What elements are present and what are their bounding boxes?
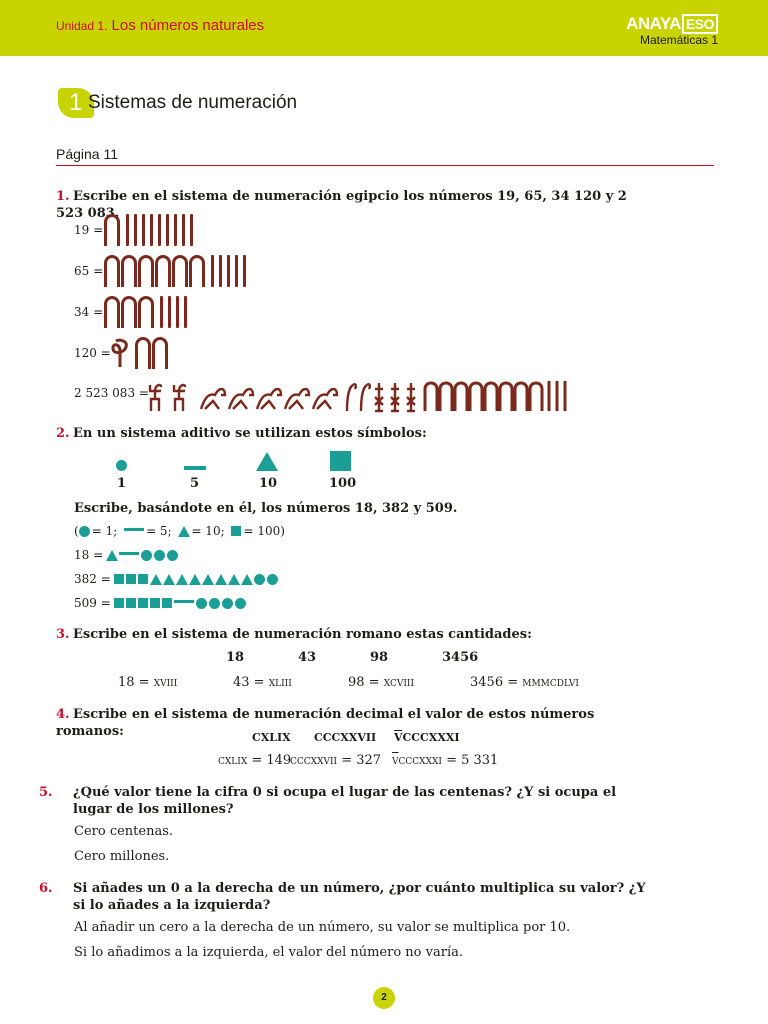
square-symbol-icon: [330, 451, 351, 471]
question-1: 1. Escribe en el sistema de numeración egipcio los números 19, 65, 34 120 y 2 523 083.: [56, 189, 627, 221]
egyptian-65: [104, 255, 251, 291]
answer-5a: Cero centenas.: [74, 824, 174, 839]
divider: [56, 165, 714, 166]
question-3: 3. Escribe en el sistema de numeración romano estas cantidades:: [56, 627, 532, 642]
answer-6b: Si lo añadimos a la izquierda, el valor del número no varía.: [74, 945, 463, 960]
question-2-instruction: Escribe, basándote en él, los números 18, 382 y 509.: [74, 501, 458, 516]
egypt-label-34: 34 =: [74, 305, 104, 319]
egyptian-34: [104, 296, 192, 332]
roman-target-3456: 3456: [442, 650, 479, 665]
question-6: 6. Si añades un 0 a la derecha de un número, ¿por cuánto multiplica su valor? ¿Y si lo añades a la izquierda?: [39, 881, 646, 913]
roman-numeral-1: CXLIX: [252, 731, 291, 744]
triangle-icon: [178, 526, 190, 537]
roman-answer-98: 98 = xcviii: [348, 675, 414, 690]
roman-target-18: 18: [226, 650, 245, 665]
square-icon: [231, 526, 241, 536]
question-5: 5. ¿Qué valor tiene la cifra 0 si ocupa el lugar de las centenas? ¿Y si ocupa el lugar de los millones?: [39, 785, 617, 817]
egypt-label-65: 65 =: [74, 264, 104, 278]
roman-answer-43: 43 = xliii: [233, 675, 292, 690]
egypt-label-19: 19 =: [74, 223, 104, 237]
triangle-symbol-icon: [256, 452, 278, 471]
question-4: 4. Escribe en el sistema de numeración decimal el valor de estos números romanos:: [56, 707, 595, 739]
egyptian-120: [110, 337, 169, 373]
additive-509: 509 =: [74, 595, 248, 611]
symbol-value-100: 100: [329, 476, 357, 491]
answer-6a: Al añadir un cero a la derecha de un número, su valor se multiplica por 10.: [74, 920, 571, 935]
decimal-answer-2: cccxxvii = 327: [290, 753, 382, 768]
publisher-logo: ANAYA ESO: [626, 14, 718, 34]
subject-label: Matemáticas 1: [639, 33, 718, 47]
god-heh-icon: [149, 385, 161, 411]
section-title: Sistemas de numeración: [88, 92, 298, 113]
bar-symbol-icon: [184, 466, 206, 470]
roman-target-43: 43: [298, 650, 317, 665]
egyptian-glyph-strip: [147, 377, 617, 413]
decimal-answer-1: cxlix = 149: [218, 753, 292, 768]
symbol-legend: ( = 1; = 5; = 10; = 100): [74, 524, 285, 538]
coil-rope-icon: [110, 337, 130, 369]
circle-icon: [79, 526, 90, 537]
decimal-answer-3: $\overline{v}cccxxxi = 5$ 331: [392, 753, 499, 768]
egyptian-2523083: [147, 377, 617, 413]
symbol-value-5: 5: [190, 476, 200, 491]
egypt-label-2523083: 2 523 083 =: [74, 386, 149, 400]
roman-numeral-2: CCCXXVII: [314, 731, 377, 744]
egyptian-19: [104, 214, 198, 250]
page-header: [0, 0, 768, 56]
symbol-value-10: 10: [259, 476, 278, 491]
answer-5b: Cero millones.: [74, 849, 170, 864]
section-number: 1: [58, 88, 94, 118]
question-2: 2. En un sistema aditivo se utilizan estos símbolos:: [56, 426, 427, 441]
roman-numeral-3: VCCCXXXI: [394, 731, 460, 744]
circle-symbol-icon: [116, 460, 127, 471]
symbol-value-1: 1: [117, 476, 127, 491]
additive-382: 382 =: [74, 571, 280, 587]
overline-mark: [394, 730, 402, 731]
page-number: 2: [373, 987, 395, 1009]
bar-icon: [124, 528, 144, 531]
page-label: Página 11: [56, 146, 119, 162]
unit-title: Unidad 1. Los números naturales: [56, 17, 265, 34]
egypt-label-120: 120 =: [74, 346, 111, 360]
heel-bone-icon: [104, 214, 120, 246]
additive-18: 18 =: [74, 547, 180, 563]
roman-answer-18: 18 = xviii: [118, 675, 178, 690]
roman-target-98: 98: [370, 650, 389, 665]
roman-answer-3456: 3456 = mmmcdlvi: [470, 675, 579, 690]
